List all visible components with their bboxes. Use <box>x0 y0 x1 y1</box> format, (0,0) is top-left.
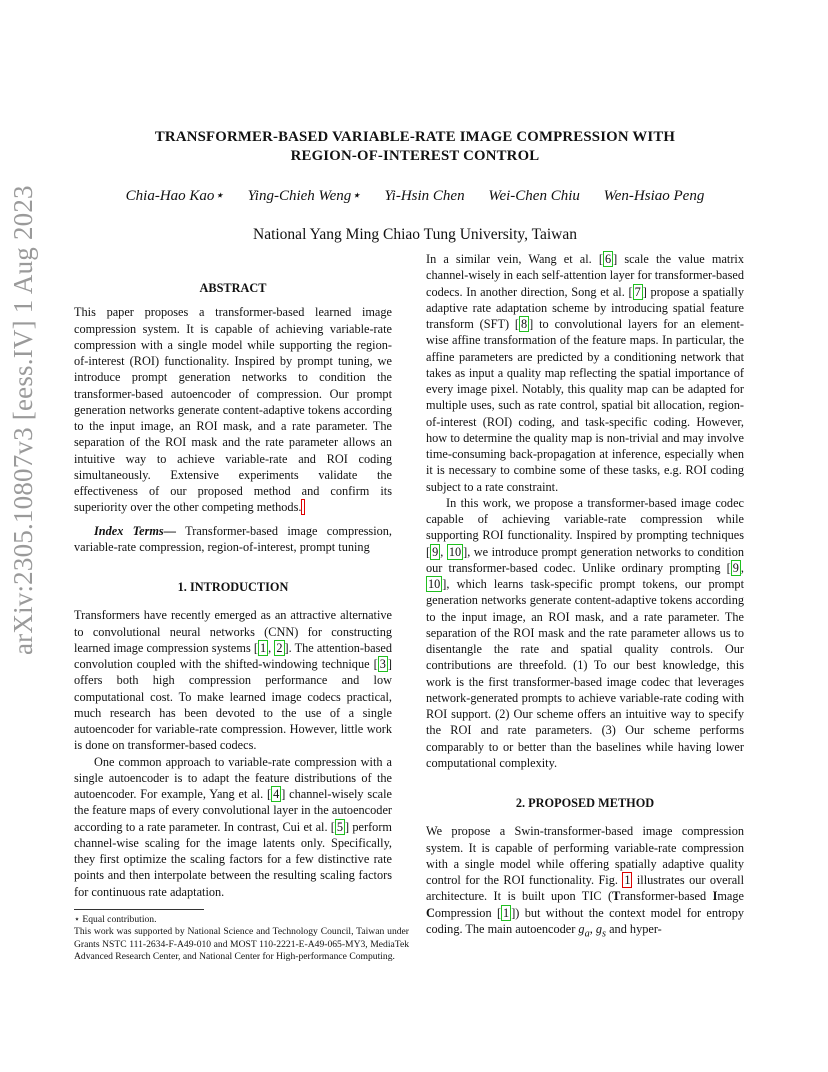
citation-link[interactable]: 9 <box>732 560 739 575</box>
footnote-rule <box>74 909 204 910</box>
arxiv-id: arXiv:2305.10807v3 [eess.IV] 1 Aug 2023 <box>8 185 38 655</box>
citation-link[interactable]: 6 <box>604 252 612 266</box>
citation-link[interactable]: 7 <box>634 284 641 299</box>
method-heading: 2. PROPOSED METHOD <box>515 796 655 810</box>
paper-title <box>90 128 740 166</box>
author: Wei-Chen Chiu <box>488 188 580 204</box>
right-paragraph-1: In a similar vein, Wang et al. [ 6 ] scale the value matrix channel-wisely in each self-attention layer for transformer-based codecs. In another direction, Song et al. [ 7 ] propose a spatially adaptive rate adaptation scheme by introducing spatial feature transform (SFT) [ 8 ] to convolutional layers for an element-wise affine transformation of the feature maps. In particular, the affine parameters are predicted by a conditioning network that takes as input a quality map reflecting the spatial importance of every image pixel. Notably, this quality map can be adapted for multiple uses, such as rate control, spatial bit allocation, region-of-interest (ROI) coding, and task-specific coding. However, how to determine the quality map is non-trivial and may involve time-consuming back-propagation at inference, especially when it is necessary to combine some of these tasks, e.g. ROI coding subject to a rate constraint. <box>426 252 744 494</box>
author: Yi-Hsin Chen <box>384 188 465 204</box>
index-terms: Index Terms— Transformer-based image compression, variable-rate compression, region-of-interest, prompt tuning <box>74 523 393 554</box>
citation-link[interactable]: 10 <box>428 577 441 591</box>
index-terms-label: Index Terms— <box>94 523 177 538</box>
intro-paragraph-1: Transformers have recently emerged as an attractive alternative to convolutional neural networks (CNN) for constructing learned image compression systems [ 1 , 2 ]. The attention-based convolution coupled with the shifted-windowing technique [ 3 ] offers both high compression performance and low computational cost. To make learned image codecs practical, much research has been devoted to the use of a single autoencoder for variable-rate compression. However, little work is done on transformer-based codecs. <box>74 608 392 753</box>
footnote-contribution: ⋆ Equal contribution. <box>74 914 157 925</box>
citation-link[interactable]: 4 <box>273 787 280 801</box>
intro-paragraph-2: One common approach to variable-rate compression with a single autoencoder is to adapt the feature distributions of the autoencoder. For example, Yang et al. [ 4 ] channel-wisely scale the feature maps of every convolutional layer in the autoencoder according to a rate parameter. In contrast, Cui et al. [ 5 ] perform channel-wise scaling for the image latents only. Specifically, they first optimize the scaling factors for a few distinctive rate points and then interpolate between the resulting scaling factors for continuous rate adaptation. <box>74 754 392 899</box>
citation-link[interactable]: 5 <box>336 819 344 834</box>
author: Ying-Chieh Weng⋆ <box>247 188 361 204</box>
citation-link[interactable]: 10 <box>448 544 462 559</box>
citation-link[interactable]: 2 <box>276 640 283 655</box>
citation-link[interactable]: 8 <box>521 317 528 331</box>
citation-link[interactable]: 9 <box>432 544 439 559</box>
citation-link[interactable]: 1 <box>259 640 267 655</box>
left-column <box>74 280 392 900</box>
citation-link[interactable]: 1 <box>503 905 510 920</box>
title-line-1: TRANSFORMER-BASED VARIABLE-RATE IMAGE COMPRESSION WITH <box>154 129 676 145</box>
footnote-funding: This work was supported by National Science and Technology Council, Taiwan under Grants NSTC 111-2634-F-A49-010 and MOST 110-2221-E-A49-065-MY3, MediaTek Advanced Research Center, and National Center for High-performance Computing. <box>74 926 409 963</box>
citation-link[interactable]: 3 <box>379 657 386 671</box>
author: Chia-Hao Kao⋆ <box>125 188 224 204</box>
abstract-heading: ABSTRACT <box>199 281 267 295</box>
author: Wen-Hsiao Peng <box>603 188 705 204</box>
method-paragraph: We propose a Swin-transformer-based image compression system. It is capable of performing variable-rate compression with a single model while offering spatially adaptive quality control for the ROI functionality. Fig. 1 illustrates our overall architecture. It is built upon TIC (Transformer-based Image Compression [ 1 ]) but without the context model for entropy coding. The main autoencoder $g_a$, $g_s$ and hyper- <box>426 824 744 940</box>
right-paragraph-2: In this work, we propose a transformer-based image codec capable of achieving variable-rate compression while supporting ROI functionality. Inspired by prompting techniques [ 9 , 10 ], we introduce prompt generation networks to condition our transformer-based codec. Unlike ordinary prompting [ 9 , 10 ], which learns task-specific prompt tokens, our prompt generation networks generate content-adaptive tokens according to the input image, an ROI mask, and a rate parameter. The separation of the ROI mask and the rate parameter allows us to disentangle the rate and spatial quality controls. Our contributions are threefold. (1) To our best knowledge, this work is the first transformer-based image codec that leverages network-generated prompts to achieve variable-rate coding with ROI support. (2) Our scheme offers an intuitive way to specify the ROI and rate parameters. (3) Our scheme performs comparably to or better than the baselines while having lower computational complexity. <box>426 495 744 770</box>
figure-link[interactable]: 1 <box>624 873 631 887</box>
affiliation: National Yang Ming Chiao Tung University, Taiwan <box>253 226 577 243</box>
abstract-text: This paper proposes a transformer-based learned image compression system. It is capable of achieving variable-rate compression with a single model while supporting the region-of-interest (ROI) functionality. Inspired by prompt tuning, we introduce prompt generation networks to condition the transformer-based autoencoder of compression. Our prompt generation networks generate content-adaptive tokens according to the input image, an ROI mask, and a rate parameter. The separation of the ROI mask and the rate parameter allows an intuitive way to achieve variable-rate and ROI coding simultaneously. Extensive experiments validate the effectiveness of our proposed method and confirm its superiority over the other competing methods. <box>74 305 392 515</box>
abstract-marker[interactable] <box>301 499 305 515</box>
intro-heading: 1. INTRODUCTION <box>177 580 289 594</box>
title-line-2: REGION-OF-INTEREST CONTROL <box>290 148 540 164</box>
author-list <box>40 186 790 205</box>
right-column <box>426 251 744 942</box>
footnote <box>74 909 409 964</box>
